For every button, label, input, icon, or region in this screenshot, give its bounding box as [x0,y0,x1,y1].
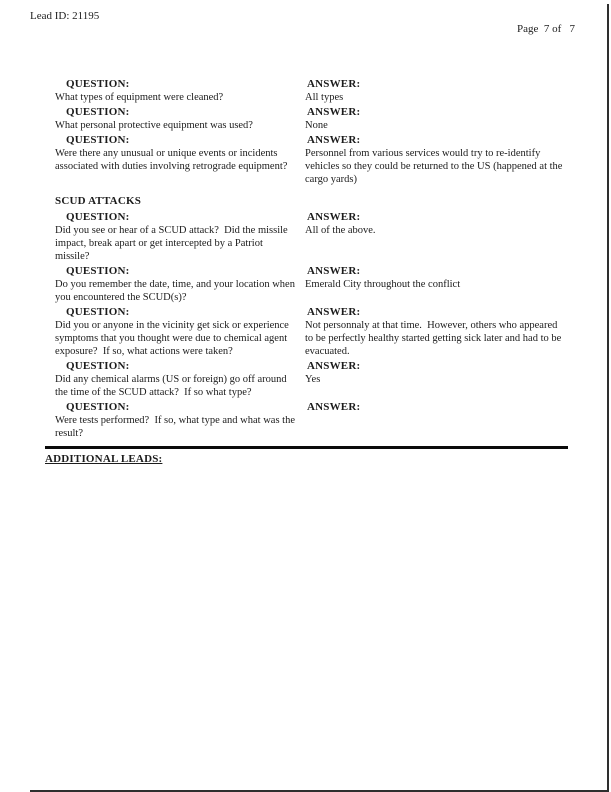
question-block [55,106,305,132]
question-block [55,78,305,104]
answer-label: ANSWER: [307,78,361,90]
question-label: QUESTION: [66,265,130,277]
question-block [55,265,305,304]
answer-block [305,211,568,263]
answer-label: ANSWER: [307,106,361,118]
answer-label: ANSWER: [307,306,361,318]
question-block [55,211,305,263]
question-label: QUESTION: [66,211,130,223]
qa-row [55,360,568,399]
additional-leads-heading: ADDITIONAL LEADS: [45,453,163,465]
answer-label: ANSWER: [307,134,361,146]
answer-block [305,265,568,304]
answer-block [305,360,568,399]
answer-text: None [305,120,328,131]
question-text: Did you or anyone in the vicinity get sick or experience symptoms that you thought were due to chemical agent exposure? If so, what actions were taken? [55,320,292,357]
question-text: What personal protective equipment was used? [55,120,253,131]
answer-block [305,134,568,186]
separator-line [45,446,568,449]
answer-text: Personnel from various services would try to re-identify vehicles so they could be returned to the US (happened at the cargo yards) [305,148,566,185]
answer-label: ANSWER: [307,401,361,413]
question-label: QUESTION: [66,360,130,372]
qa-row [55,265,568,304]
lead-id: Lead ID: 21195 [30,10,100,22]
answer-text: Not personnaly at that time. However, others who appeared to be perfectly healthy started getting sick later and had to be evacuated. [305,320,564,357]
question-block [55,360,305,399]
section-header-scud-attacks: SCUD ATTACKS [55,195,142,207]
answer-label: ANSWER: [307,265,361,277]
question-label: QUESTION: [66,401,130,413]
question-text: Did you see or hear of a SCUD attack? Did the missile impact, break apart or get intercepted by a Patriot missile? [55,225,291,262]
question-block [55,401,305,440]
answer-block [305,401,568,440]
question-text: Did any chemical alarms (US or foreign) go off around the time of the SCUD attack? If so what type? [55,374,290,398]
question-text: Were there any unusual or unique events or incidents associated with duties involving retrograde equipment? [55,148,288,172]
question-label: QUESTION: [66,134,130,146]
document-body [45,78,568,467]
qa-row [55,211,568,263]
qa-list [55,78,568,440]
question-block [55,306,305,358]
question-label: QUESTION: [66,106,130,118]
qa-row [55,401,568,440]
answer-block [305,78,568,104]
answer-text: Emerald City throughout the conflict [305,279,461,290]
page-number: Page 7 of 7 [516,23,575,35]
answer-label: ANSWER: [307,211,361,223]
answer-text: All types [305,92,344,103]
qa-row [55,134,568,186]
qa-row [55,106,568,132]
question-label: QUESTION: [66,306,130,318]
qa-row [55,78,568,104]
answer-text: Yes [305,374,321,385]
answer-label: ANSWER: [307,360,361,372]
question-text: Were tests performed? If so, what type and what was the result? [55,415,298,439]
question-text: Do you remember the date, time, and your location when you encountered the SCUD(s)? [55,279,298,303]
answer-block [305,106,568,132]
answer-block [305,306,568,358]
answer-text: All of the above. [305,225,376,236]
question-block [55,134,305,186]
qa-row [55,306,568,358]
question-text: What types of equipment were cleaned? [55,92,224,103]
scan-edge-right [607,4,609,792]
question-label: QUESTION: [66,78,130,90]
